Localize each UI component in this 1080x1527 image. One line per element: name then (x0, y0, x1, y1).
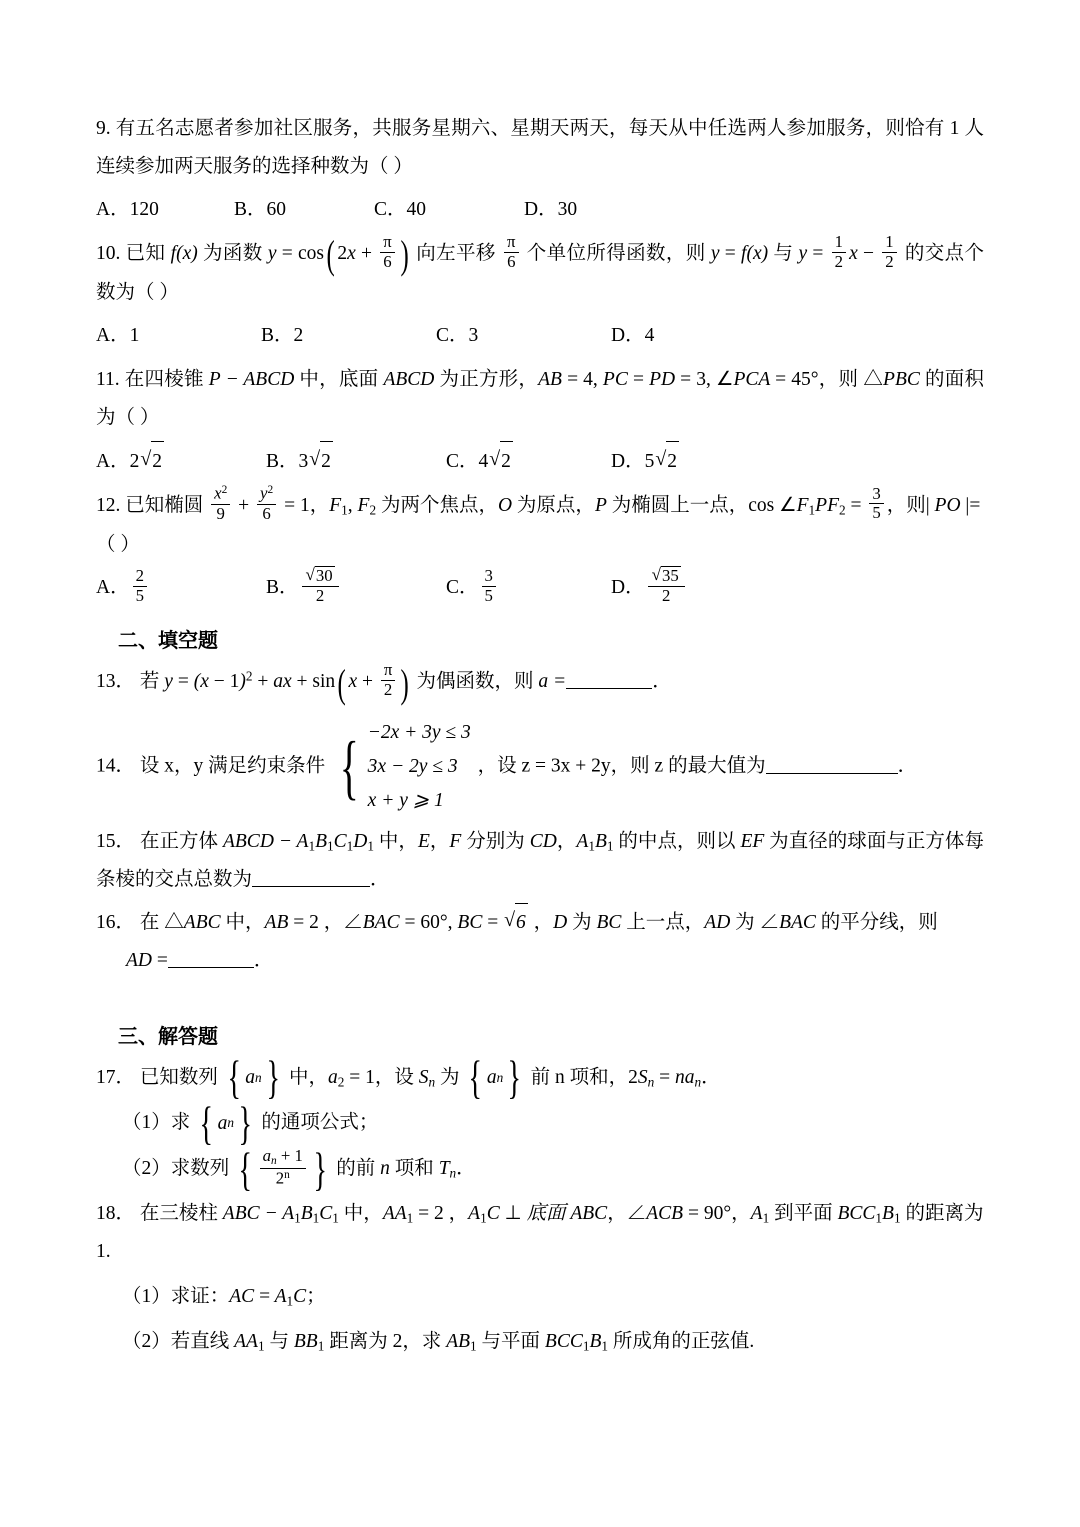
question-13-text-b: 为偶函数，则 (416, 671, 534, 693)
question-12-number: 12. (96, 494, 121, 516)
question-13-text-a: 若 (139, 671, 160, 693)
question-14-constraints: { −2x + 3y ≤ 3 3x − 2y ≤ 3 x + y ⩾ 1 (332, 716, 471, 818)
option-a[interactable]: A． $\frac{2}{5}$ (96, 568, 266, 608)
option-d[interactable]: D．4 (611, 324, 655, 346)
question-10-text-4: 个单位所得函数，则 (526, 243, 706, 265)
question-15: 15． 在正方体 ABCD − $A_1B_1C_1D_1$ 中，E，F 分别为 CD，$A_1B_1$ 的中点，则以 EF 为直径的球面与正方体每条棱的交点总数为 ． (96, 830, 984, 890)
option-d[interactable]: D．5 √ 2 (611, 441, 731, 481)
question-17-number: 17． (96, 1066, 136, 1088)
section-heading-fill-blank: 二、填空题 (118, 630, 218, 653)
question-13-period: ． (652, 671, 672, 693)
question-9 (96, 110, 984, 186)
question-9-text: 有五名志愿者参加社区服务，共服务星期六、星期天两天，每天从中任选两人参加服务，则恰有 1 人连续参加两天服务的选择种数为（ ） (96, 118, 984, 178)
section-heading-solution: 三、解答题 (118, 1025, 218, 1048)
question-11-options (96, 441, 984, 481)
question-10-text-1: 已知 (125, 243, 166, 265)
question-14-answer-blank[interactable] (766, 773, 898, 774)
question-14-period: ． (897, 755, 918, 777)
question-11-number: 11. (96, 368, 120, 390)
question-18-sub-2: （2）若直线 $AA_1$ 与 $BB_1$ 距离为 2，求 $AB_1$ 与平面 $BCC_1B_1$ 所成角的正弦值. (122, 1330, 755, 1354)
question-14 (96, 716, 984, 818)
question-10-shift: $\frac{\pi}{6}$ (501, 243, 521, 264)
option-a[interactable]: A．1 (96, 324, 140, 346)
option-b[interactable]: B．60 (234, 199, 287, 221)
question-18-number: 18． (96, 1202, 136, 1224)
question-11: 11. 在四棱锥 P − ABCD 中，底面 ABCD 为正方形，AB = 4, PC = PD = 3, ∠PCA = 45°，则 △PBC 的面积为（ ） (96, 368, 984, 428)
constraint-row-2: 3x − 2y ≤ 3 (367, 756, 458, 778)
option-c[interactable]: C． $\frac{3}{5}$ (446, 568, 611, 608)
option-d[interactable]: D． √ $\frac{35}{2}$ (611, 568, 731, 608)
question-16-period: ． (253, 949, 274, 971)
question-14-text-b: ，设 z = 3x + 2y，则 z 的最大值为 (477, 755, 766, 777)
option-a[interactable]: A．2 √ 2 (96, 441, 266, 481)
option-c[interactable]: C．40 (374, 199, 427, 221)
question-9-number: 9. (96, 118, 111, 139)
question-13-answer-blank[interactable] (566, 688, 652, 689)
option-d[interactable]: D．30 (524, 199, 578, 221)
option-c[interactable]: C．3 (436, 324, 479, 346)
question-15-number: 15． (96, 830, 136, 852)
question-10-fx: f(x) (170, 243, 198, 265)
constraint-row-1: −2x + 3y ≤ 3 (367, 722, 471, 744)
question-17-sequence: { $\frac{a_n + 1}{2^n}$ } (238, 1143, 327, 1196)
question-17: 17． 已知数列 { a n } 中，$a_2 = 1$，设 $S_n$ 为 { a n } 前 n 项和，$2S_n = na_n$． (96, 1052, 721, 1105)
question-16-answer-blank[interactable] (168, 967, 254, 968)
question-10-text-3: 向左平移 (416, 243, 496, 265)
question-16: 16． 在 △ABC 中，AB = 2 ，∠BAC = 60°, BC = √ 6 ，D 为 BC 上一点，AD 为 ∠BAC 的平分线，则 AD = ． (96, 903, 984, 980)
option-c[interactable]: C．4 √ 2 (446, 441, 611, 481)
question-10-formula-3: y = $\frac{1}{2}$ x − $\frac{1}{2}$ (799, 243, 900, 264)
question-14-text-a: 设 x，y 满足约束条件 (139, 755, 326, 777)
question-17-sub-2: （2）求数列 { $\frac{a_n + 1}{2^n}$ } 的前 n 项和 $T_n$． (122, 1143, 476, 1196)
question-18: 18． 在三棱柱 ABC − $A_1B_1C_1$ 中，$AA_1 = 2$ ，$A_1C$ ⊥ 底面 ABC，∠ACB = 90°，$A_1$ 到平面 $BCC_1B_1$ 的距离为 1. (96, 1202, 984, 1262)
question-18-sub-1: （1）求证：AC = $A_1C$； (122, 1285, 326, 1309)
question-10-formula-1: y = cos( 2x + $\frac{\pi}{6}$ ) (267, 231, 409, 278)
question-17-sub-1: （1）求 { a n } 的通项公式； (122, 1097, 379, 1150)
option-b[interactable]: B．3 √ 2 (266, 441, 446, 481)
option-b[interactable]: B． √ $\frac{30}{2}$ (266, 568, 446, 608)
question-10-text-2: 为函数 (202, 243, 263, 265)
question-13-formula: $y = (x - 1)^2$ + ax + sin( x + $\frac{\pi}{2}$ ) (164, 660, 410, 706)
question-10-formula-2: y = f(x) (710, 243, 769, 265)
question-10-number: 10. (96, 243, 121, 265)
question-10-text-5: 与 (773, 243, 794, 265)
question-15-answer-blank[interactable] (252, 886, 370, 887)
question-12: 12. 已知椭圆 $\frac{x^2}{9}$ + $\frac{y^2}{6}$ = 1，$F_1$, $F_2$ 为两个焦点，O 为原点，P 为椭圆上一点，$\cos \angle F_1PF_2$ = $\frac{3}{5}$ ，则| PO |= （ ） (96, 483, 981, 556)
question-13 (96, 660, 984, 706)
question-13-answer-label: a = (538, 671, 567, 693)
question-9-options (96, 190, 984, 229)
question-10-options (96, 316, 984, 355)
option-b[interactable]: B．2 (261, 324, 304, 346)
question-13-number: 13． (96, 671, 136, 693)
question-12-options (96, 565, 984, 608)
question-16-number: 16． (96, 911, 136, 933)
question-10 (96, 231, 984, 312)
option-a[interactable]: A．120 (96, 199, 159, 221)
question-15-period: ． (370, 868, 390, 890)
question-10-text-6: 的交点个数为（ ） (96, 243, 984, 303)
question-17-sub-2-text-a: （2）求数列 (122, 1158, 230, 1180)
question-14-number: 14． (96, 755, 136, 777)
constraint-row-3: x + y ⩾ 1 (367, 790, 444, 812)
